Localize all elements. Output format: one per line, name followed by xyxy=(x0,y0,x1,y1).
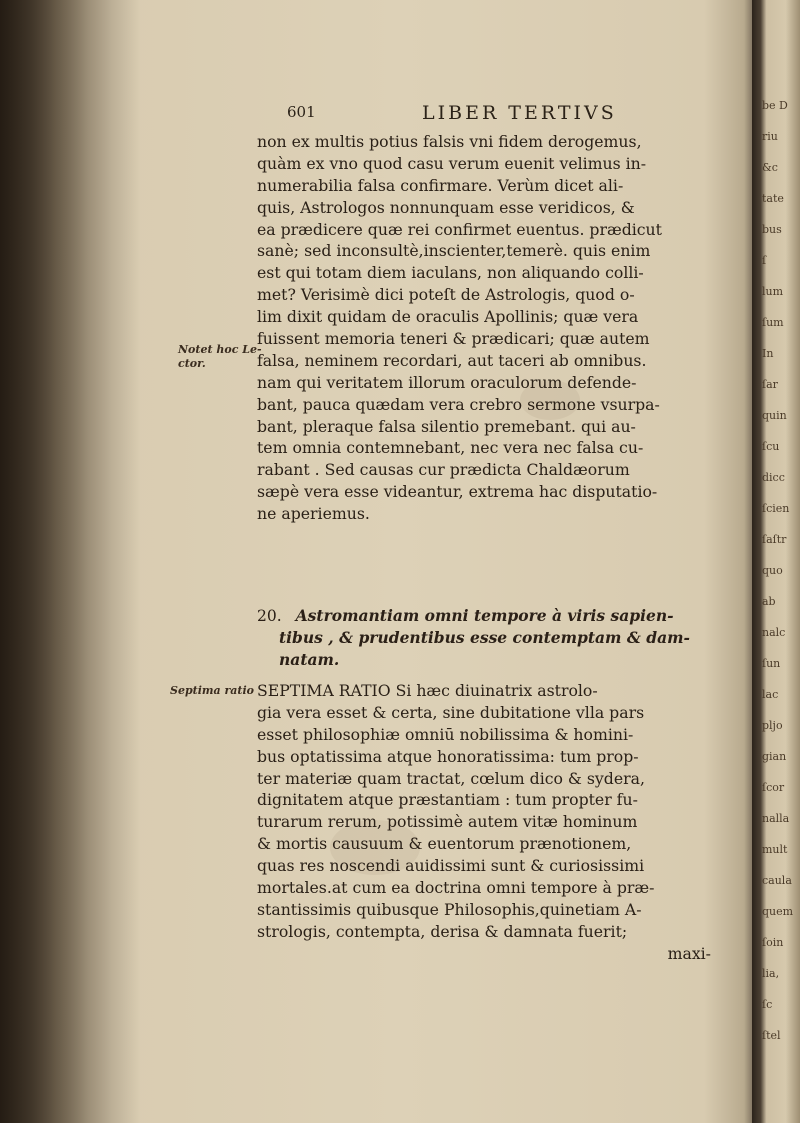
facing-page-fragment: ſoin xyxy=(762,936,784,949)
gutter-shadow xyxy=(0,0,140,1123)
text-line: mortales.at cum ea doctrina omni tempore à præ- xyxy=(257,878,655,898)
text-line: numerabilia falsa confirmare. Verùm dicet ali- xyxy=(257,175,624,195)
facing-page-fragment: ſcor xyxy=(762,781,785,794)
text-line: sanè; sed inconsultè,inscienter,temerè. quis enim xyxy=(257,241,651,261)
text-line: ne aperiemus. xyxy=(257,504,370,524)
catchword: maxi- xyxy=(667,943,711,963)
facing-page-fragment: pljo xyxy=(762,719,783,732)
text-line: bus optatissima atque honoratissima: tum prop- xyxy=(257,746,639,766)
facing-page-fragment: ab xyxy=(762,595,776,608)
facing-page-fragments xyxy=(762,90,798,1051)
text-line: turarum rerum, potissimè autem vitæ hominum xyxy=(257,812,638,832)
text-line: quis, Astrologos nonnunquam esse veridicos, & xyxy=(257,197,635,217)
chapter-title-line: natam. xyxy=(279,650,340,669)
running-title: LIBER TERTIVS xyxy=(422,102,617,124)
facing-page-fragment: quin xyxy=(762,409,787,422)
facing-page-fragment: riu xyxy=(762,130,778,143)
text-line: tem omnia contemnebant, nec vera nec falsa cu- xyxy=(257,438,644,458)
text-line: quàm ex vno quod casu verum euenit velimus in- xyxy=(257,153,647,173)
facing-page-fragment: nalc xyxy=(762,626,786,639)
margin-note-line: ctor. xyxy=(178,357,206,370)
facing-page-fragment: dicc xyxy=(762,471,785,484)
facing-page-fragment: ſtel xyxy=(762,1029,781,1042)
facing-page-fragment: bus xyxy=(762,223,782,236)
margin-note-line: Notet hoc Le- xyxy=(178,343,262,356)
text-line: stantissimis quibusque Philosophis,quinetiam A- xyxy=(257,899,642,919)
text-line: non ex multis potius falsis vni fidem derogemus, xyxy=(257,132,642,151)
text-line: fuissent memoria teneri & prædicari; quæ autem xyxy=(257,329,650,349)
text-line: dignitatem atque præstantiam : tum propter fu- xyxy=(257,790,638,810)
text-line: lim dixit quidam de oraculis Apollinis; quæ vera xyxy=(257,307,639,327)
facing-page-fragment: nalla xyxy=(762,812,790,825)
text-line: rabant . Sed causas cur prædicta Chaldæorum xyxy=(257,460,630,480)
text-line: bant, pauca quædam vera crebro sermone vsurpa- xyxy=(257,394,660,414)
facing-page-fragment: lia, xyxy=(762,967,780,980)
facing-page-fragment: caula xyxy=(762,874,792,887)
main-text-block xyxy=(257,131,717,525)
chapter-number: 20. xyxy=(257,607,282,625)
page-number: 601 xyxy=(287,103,316,121)
facing-page-fragment: tate xyxy=(762,192,784,205)
facing-page-fragment: ſcu xyxy=(762,440,780,453)
facing-page-fragment: lac xyxy=(762,688,779,701)
chapter-heading xyxy=(257,605,717,671)
text-line: & mortis causuum & euentorum prænotionem, xyxy=(257,834,632,854)
margin-note-reader xyxy=(178,343,268,371)
text-line: ea prædicere quæ rei confirmet euentus. prædicut xyxy=(257,219,662,239)
facing-page-fragment: gian xyxy=(762,750,787,763)
facing-page-fragment: ſ xyxy=(762,254,767,267)
facing-page-fragment: quem xyxy=(762,905,794,918)
facing-page-fragment: &c xyxy=(762,161,778,174)
facing-page-fragment: ſum xyxy=(762,316,784,329)
text-line: ter materiæ quam tractat, cœlum dico & sydera, xyxy=(257,768,645,788)
facing-page-fragment: ſar xyxy=(762,378,778,391)
text-line: nam qui veritatem illorum oraculorum defende- xyxy=(257,372,637,392)
text-line: strologis, contempta, derisa & damnata fuerit; xyxy=(257,921,628,941)
chapter-title-line: Astromantiam omni tempore à viris sapien- xyxy=(295,606,674,625)
facing-page-fragment: ſcien xyxy=(762,502,790,515)
text-line: SEPTIMA RATIO Si hæc diuinatrix astrolo- xyxy=(257,681,598,700)
text-line: est qui totam diem iaculans, non aliquando colli- xyxy=(257,263,644,283)
facing-page-fragment: ſun xyxy=(762,657,781,670)
facing-page-fragment: In xyxy=(762,347,774,360)
text-line: bant, pleraque falsa silentio premebant. qui au- xyxy=(257,416,636,436)
text-line: met? Verisimè dici poteſt de Astrologis, quod o- xyxy=(257,285,635,305)
text-line: gia vera esset & certa, sine dubitatione vlla pars xyxy=(257,702,645,722)
facing-page-fragment: mult xyxy=(762,843,788,856)
text-line: falsa, neminem recordari, aut taceri ab omnibus. xyxy=(257,350,647,370)
facing-page-fragment: ſc xyxy=(762,998,773,1011)
page-header xyxy=(287,103,707,127)
facing-page-fragment: lum xyxy=(762,285,784,298)
chapter-title-line: tibus , & prudentibus esse contemptam & dam- xyxy=(279,628,690,647)
facing-page-fragment: ſaſtr xyxy=(762,533,787,546)
text-line: esset philosophiæ omniū nobilissima & homini- xyxy=(257,724,634,744)
margin-note-ratio: Septima ratio xyxy=(170,684,255,697)
text-line: quas res noscendi auidissimi sunt & curiosissimi xyxy=(257,856,645,876)
facing-page-edge xyxy=(752,0,800,1123)
text-line: sæpè vera esse videantur, extrema hac disputatio- xyxy=(257,482,658,502)
facing-page-fragment: quo xyxy=(762,564,783,577)
facing-page-fragment: be D xyxy=(762,99,788,112)
second-text-block xyxy=(257,680,717,965)
